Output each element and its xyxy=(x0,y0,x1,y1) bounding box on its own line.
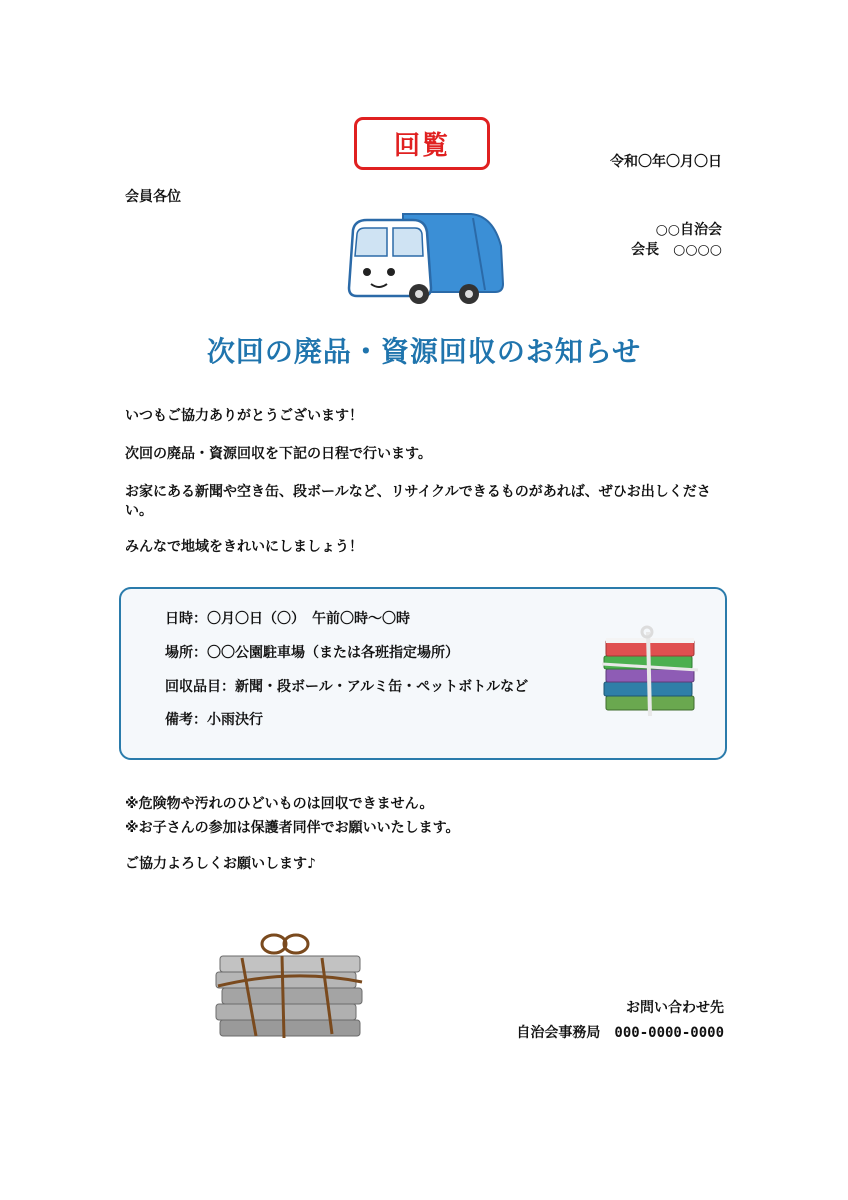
detail-remarks: 備考：小雨決行 xyxy=(165,712,263,728)
bundled-newspapers-illustration xyxy=(212,928,372,1050)
paragraph: いつもご協力ありがとうございます！ xyxy=(125,408,363,424)
circular-stamp: 回覧 xyxy=(354,117,490,170)
contact-block xyxy=(516,996,724,1046)
document-date: 令和〇年〇月〇日 xyxy=(610,154,722,170)
contact-label: お問い合わせ先 xyxy=(626,1000,724,1016)
detail-items: 回収品目：新聞・段ボール・アルミ缶・ペットボトルなど xyxy=(165,679,529,695)
note: ※危険物や汚れのひどいものは回収できません。 xyxy=(125,796,434,812)
addressee: 会員各位 xyxy=(125,189,181,205)
detail-location: 場所：〇〇公園駐車場（または各班指定場所） xyxy=(165,645,459,661)
garbage-truck-illustration xyxy=(343,206,508,306)
note: ※お子さんの参加は保護者同伴でお願いいたします。 xyxy=(125,820,460,836)
closing-message: ご協力よろしくお願いします♪ xyxy=(125,856,316,872)
contact-phone: 000-0000-0000 xyxy=(614,1025,724,1041)
contact-line xyxy=(516,1021,724,1046)
bundled-books-illustration xyxy=(600,624,702,719)
org-name: ○○自治会 xyxy=(655,222,722,238)
paragraph: みんなで地域をきれいにしましょう！ xyxy=(125,539,363,555)
chair-name: 会長 ○○○○ xyxy=(631,242,722,258)
sender-block xyxy=(631,220,722,260)
detail-datetime: 日時：〇月〇日（〇） 午前〇時～〇時 xyxy=(165,611,410,627)
notice-title: 次回の廃品・資源回収のお知らせ xyxy=(206,335,642,368)
contact-office: 自治会事務局 xyxy=(516,1025,601,1041)
paragraph: 次回の廃品・資源回収を下記の日程で行います。 xyxy=(125,446,432,462)
paragraph: お家にある新聞や空き缶、段ボールなど、リサイクルできるものがあれば、ぜひお出しください。 xyxy=(125,484,711,519)
